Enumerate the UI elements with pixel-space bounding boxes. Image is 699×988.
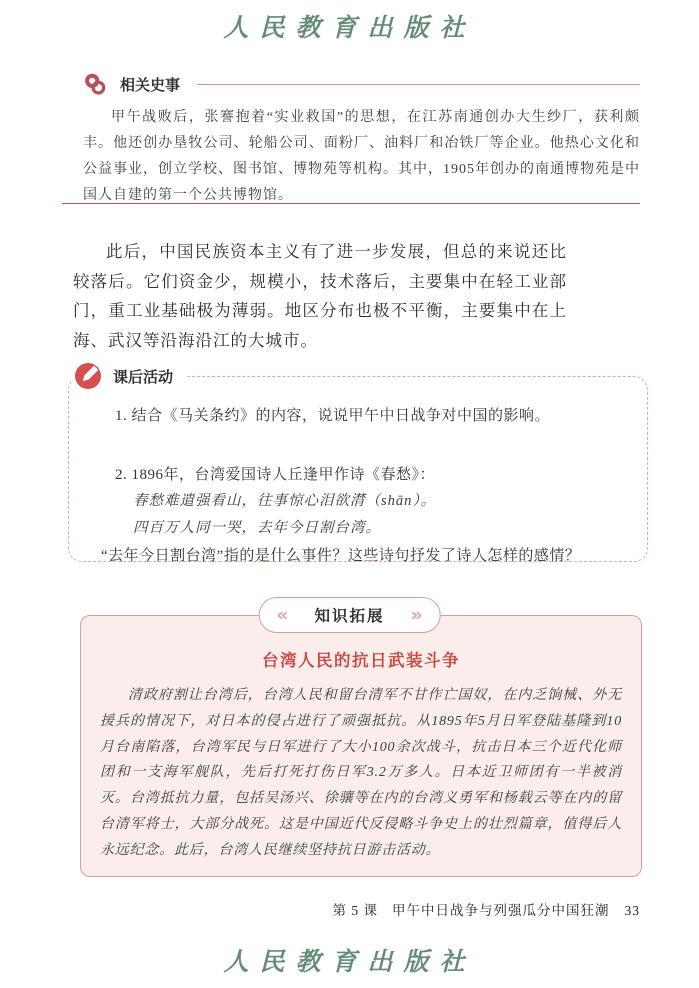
section-divider: [62, 203, 640, 204]
pencil-circle-icon: [74, 362, 102, 390]
related-history-header: [83, 72, 640, 96]
publisher-logo-top: 人民教育出版社: [223, 13, 476, 42]
related-history-paragraph: 甲午战败后，张謇抱着“实业救国”的思想，在江苏南通创办大生纱厂，获利颇丰。他还创办垦牧公司、轮船公司、面粉厂、油料厂和冶铁厂等企业。他热心文化和公益事业，创立学校、图书馆、博物苑等机构。其中，1905年创办的南通博物苑是中国人自建的第一个公共博物馆。: [83, 110, 640, 203]
header-rule: [197, 84, 640, 85]
after-class-header: [72, 362, 187, 390]
double-ring-icon: [83, 72, 107, 96]
poem-line-2: 四百万人同一哭，去年今日割台湾。: [133, 520, 381, 536]
after-class-title: 课后活动: [113, 368, 174, 386]
activity-question: “去年今日割台湾”指的是什么事件？这些诗句抒发了诗人怎样的感情？: [101, 548, 581, 564]
related-history-title: 相关史事: [120, 76, 181, 94]
main-body-paragraph: 此后，中国民族资本主义有了进一步发展，但总的来说还比较落后。它们资金少，规模小，技术落后，主要集中在轻工业部门，重工业基础极为薄弱。地区分布也极不平衡，主要集中在上海、武汉等沿海沿江的大城市。: [73, 242, 567, 350]
knowledge-expansion-box: [80, 615, 642, 877]
page-footer: [333, 899, 641, 919]
knowledge-box-title: 台湾人民的抗日武装斗争: [262, 651, 460, 670]
knowledge-expansion-label: 知识拓展: [314, 608, 385, 625]
after-class-activity-box: [68, 368, 648, 564]
activity-item-2: 2. 1896年，台湾爱国诗人丘逢甲作诗《春愁》：: [115, 467, 436, 483]
knowledge-expansion-tab: [258, 597, 441, 633]
knowledge-box-paragraph: 清政府割让台湾后，台湾人民和留台清军不甘作亡国奴，在内乏饷械、外无援兵的情况下，对日本的侵占进行了顽强抵抗。从1895年5月日军登陆基隆到10月台南陷落，台湾军民与日军进行了大小100余次战斗，抗击日本三个近代化师团和一支海军舰队，先后打死打伤日军3.2万多人。日本近卫师团有一半被消灭。台湾抵抗力量，包括吴汤兴、徐骧等在内的台湾义勇军和杨载云等在内的留台清军将士，大部分战死。这是中国近代反侵略斗争史上的壮烈篇章，值得后人永远纪念。此后，台湾人民继续坚持抗日游击活动。: [100, 688, 622, 858]
related-history-section: [83, 72, 640, 209]
footer-lesson-number: 第 5 课: [332, 903, 378, 918]
chevron-left-icon: «: [276, 603, 289, 626]
footer-chapter-title: 甲午中日战争与列强瓜分中国狂潮: [392, 903, 610, 918]
publisher-logo-bottom: 人民教育出版社: [223, 947, 476, 976]
footer-page-number: 33: [624, 903, 640, 918]
chevron-right-icon: »: [410, 603, 423, 626]
after-class-content: [69, 377, 647, 570]
activity-item-1: 1. 结合《马关条约》的内容，说说甲午中日战争对中国的影响。: [115, 408, 551, 424]
poem-line-1: 春愁难遣强看山，往事惊心泪欲潸（shān）。: [133, 493, 437, 509]
